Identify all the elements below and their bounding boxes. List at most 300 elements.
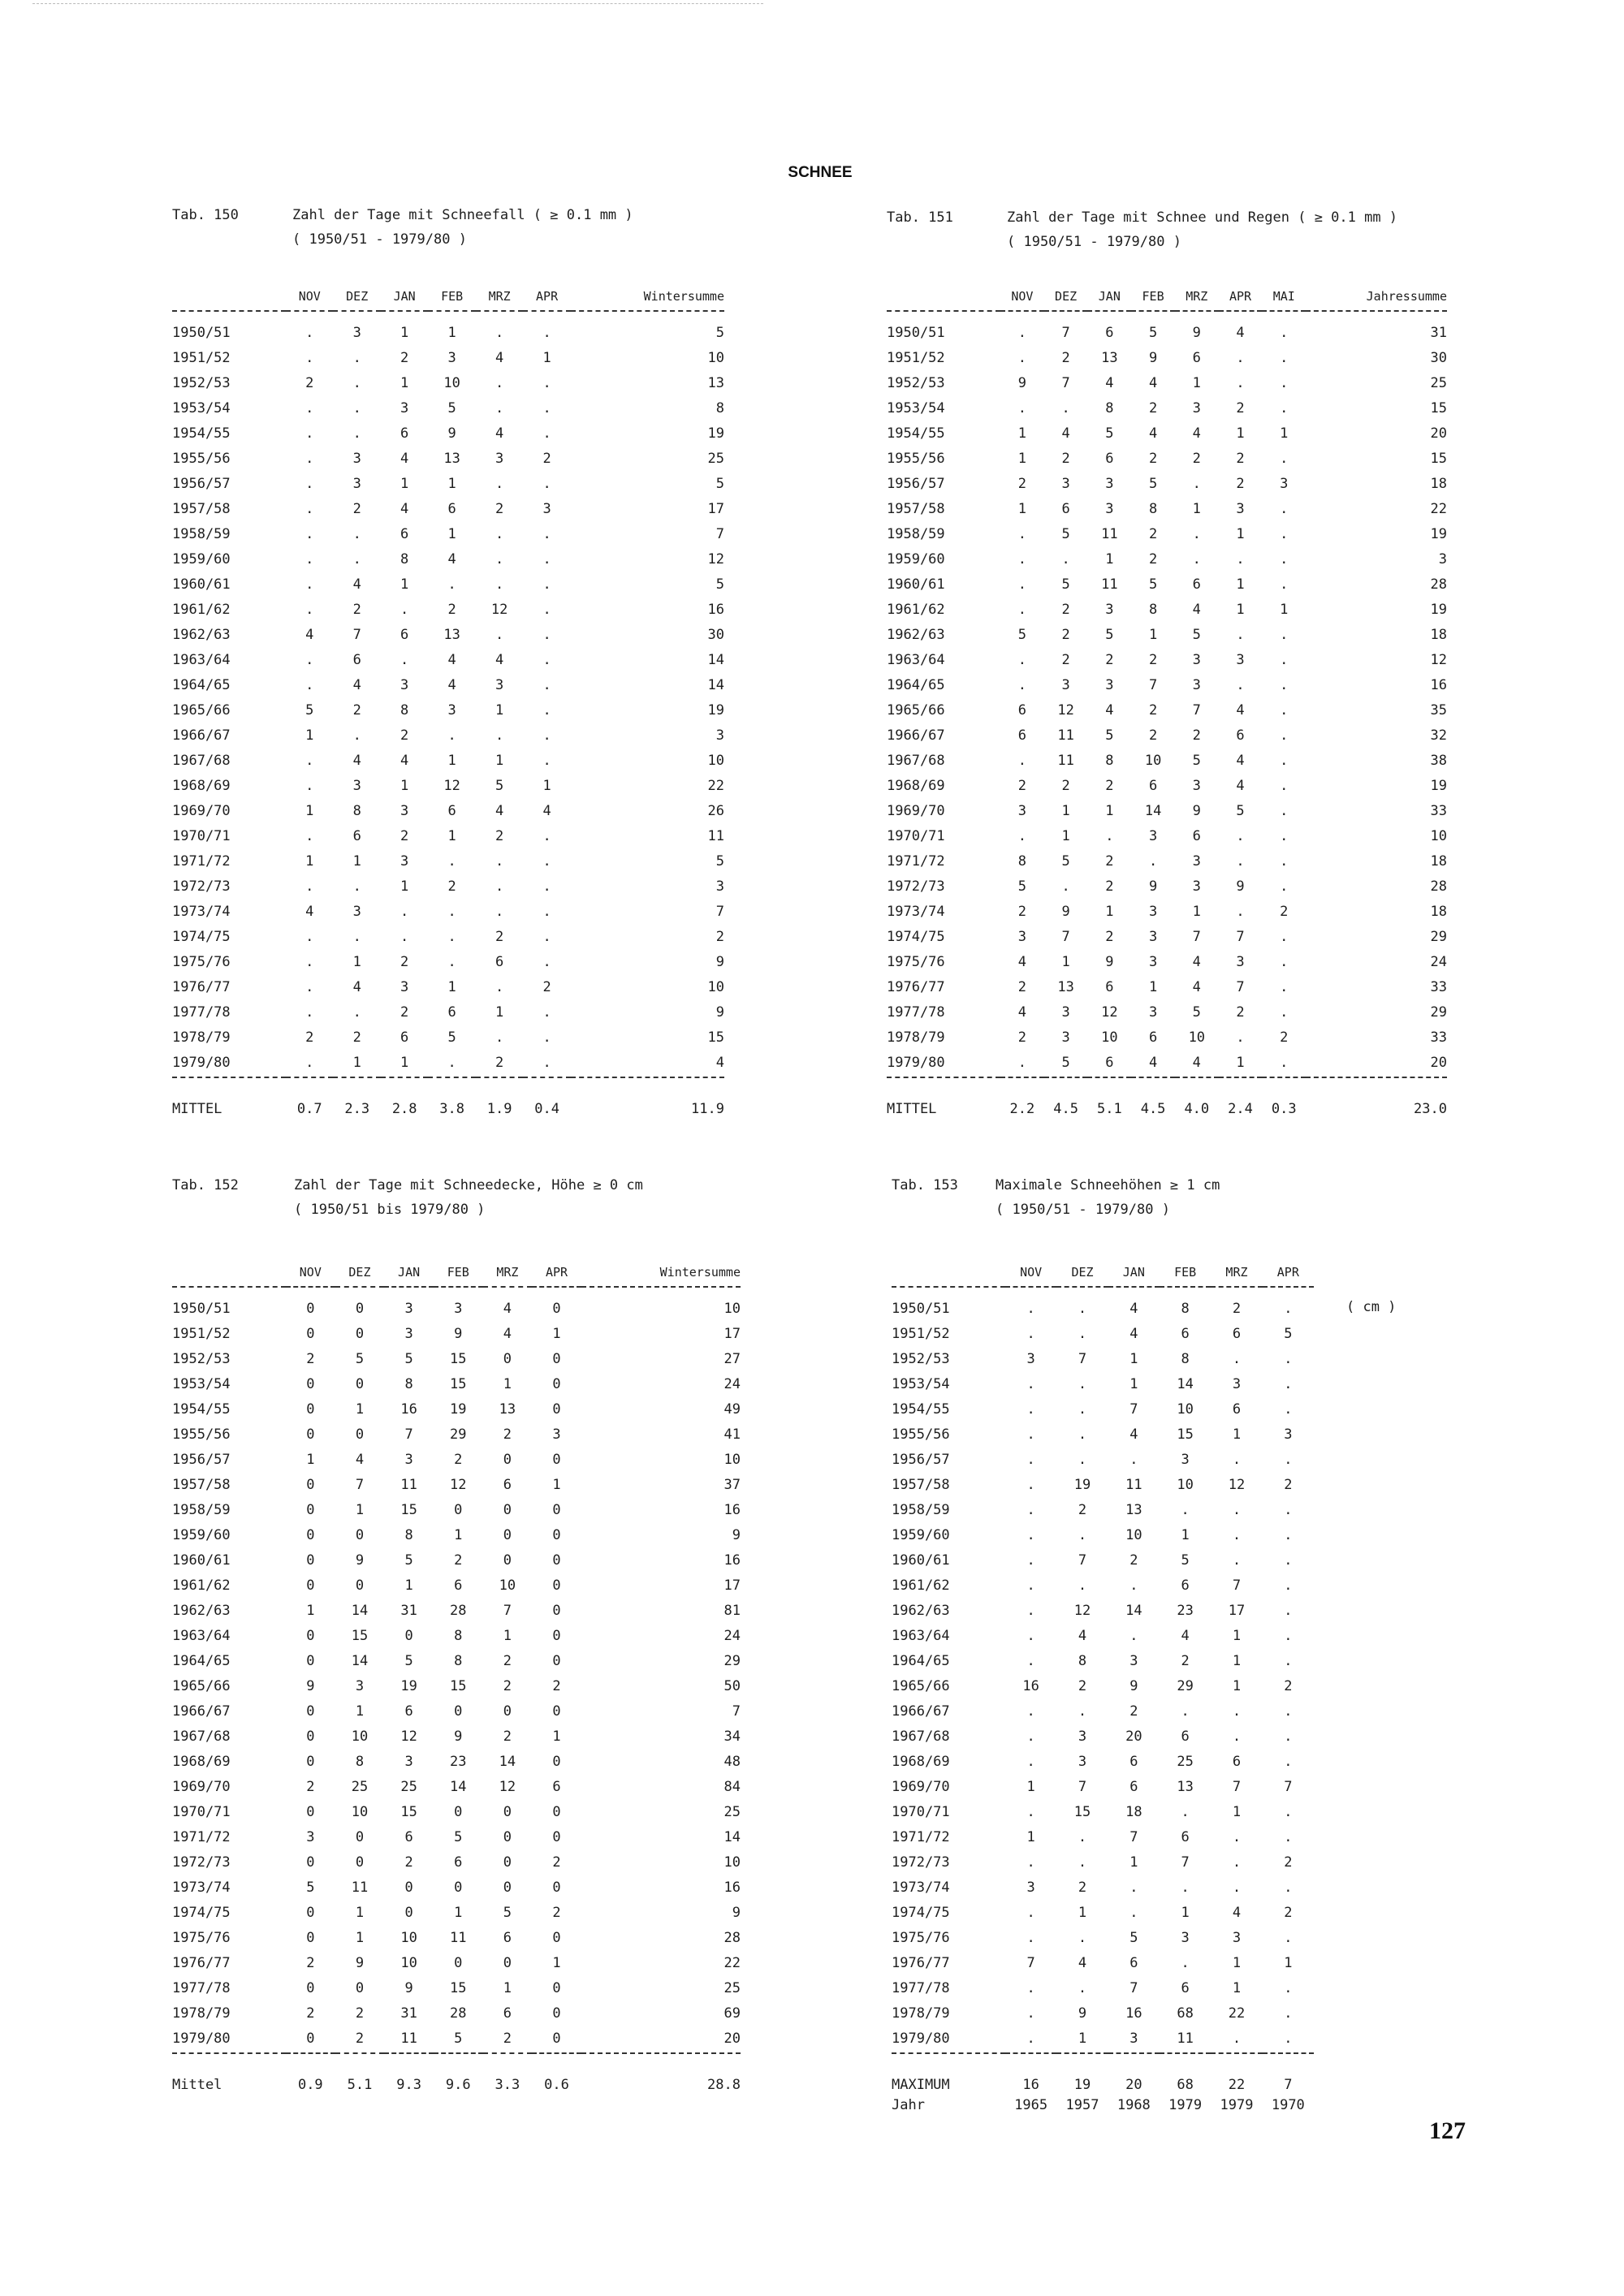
value-cell: 2: [1148, 550, 1158, 568]
value-cell: 2: [1105, 777, 1114, 794]
value-cell: 3: [352, 324, 361, 341]
table-row: [172, 1875, 741, 1900]
value-cell: 1: [404, 1577, 413, 1594]
value-cell: .: [495, 1029, 504, 1046]
table-row: [887, 924, 1447, 949]
value-cell: 1: [306, 1602, 315, 1619]
value-cell: 1: [503, 1627, 512, 1644]
value-cell: 4: [1061, 425, 1070, 442]
summary-value: 23.0: [1414, 1101, 1447, 1117]
value-cell: 2: [495, 928, 504, 945]
season-cell: 1961/62: [892, 1577, 950, 1594]
value-cell: 2: [1148, 450, 1158, 467]
season-cell: 1953/54: [892, 1375, 950, 1392]
table-row: [887, 572, 1447, 597]
value-cell: .: [1026, 1577, 1035, 1594]
value-cell: 3: [1236, 500, 1245, 517]
value-cell: 0: [355, 1854, 365, 1871]
season-cell: 1957/58: [172, 500, 231, 517]
season-cell: 1972/73: [887, 878, 945, 895]
value-cell: 5: [305, 701, 314, 719]
value-cell: 2: [1061, 626, 1070, 643]
value-cell: 18: [1125, 1803, 1142, 1820]
table-row: [892, 1472, 1314, 1497]
value-cell: .: [1280, 978, 1289, 995]
value-cell: .: [1280, 324, 1289, 341]
value-cell: 1: [305, 802, 314, 819]
season-cell: 1962/63: [172, 1602, 231, 1619]
value-cell: 5: [454, 1828, 463, 1845]
value-cell: 8: [1017, 852, 1026, 870]
value-cell: .: [1061, 399, 1070, 416]
value-cell: 1: [1181, 1526, 1190, 1543]
season-cell: 1958/59: [172, 525, 231, 542]
value-cell: 9: [1148, 878, 1158, 895]
value-cell: 18: [1430, 903, 1447, 920]
value-cell: 4: [352, 752, 361, 769]
season-cell: 1954/55: [172, 425, 231, 442]
value-cell: 1: [352, 953, 361, 970]
table-row: [887, 823, 1447, 848]
value-cell: 5: [1192, 1003, 1201, 1021]
value-cell: 3: [306, 1828, 315, 1845]
value-cell: 1: [1129, 1375, 1138, 1392]
value-cell: .: [542, 827, 551, 844]
column-header: JAN: [384, 1258, 434, 1287]
value-cell: 6: [1181, 1577, 1190, 1594]
value-cell: 1: [1192, 374, 1201, 391]
value-cell: 81: [723, 1602, 741, 1619]
value-cell: 5: [1061, 576, 1070, 593]
value-cell: 4: [447, 676, 456, 693]
value-cell: 4: [447, 550, 456, 568]
value-cell: 7: [715, 525, 724, 542]
season-cell: 1963/64: [172, 1627, 231, 1644]
value-cell: 15: [351, 1627, 369, 1644]
value-cell: 12: [490, 601, 508, 618]
column-header: Wintersumme: [571, 283, 724, 311]
value-cell: 8: [454, 1627, 463, 1644]
value-cell: 4: [1129, 1300, 1138, 1317]
value-cell: .: [1017, 601, 1026, 618]
table-row: [172, 1050, 724, 1077]
value-cell: 1: [1232, 1627, 1242, 1644]
value-cell: 2: [1148, 651, 1158, 668]
summary-value: 0.7: [296, 1101, 322, 1117]
table-title: Maximale Schneehöhen ≥ 1 cm: [996, 1177, 1220, 1193]
value-cell: 6: [1192, 576, 1201, 593]
value-cell: 1: [1232, 1426, 1242, 1443]
summary-value: 28.8: [707, 2077, 741, 2093]
value-cell: 3: [352, 450, 361, 467]
column-header: [887, 283, 1000, 311]
value-cell: 1: [333, 1050, 380, 1077]
value-cell: 6: [447, 500, 456, 517]
value-cell: 0: [404, 1904, 413, 1921]
value-cell: .: [542, 701, 551, 719]
table-row: [892, 1900, 1314, 1925]
season-cell: 1960/61: [172, 576, 231, 593]
season-cell: 1961/62: [887, 601, 945, 618]
value-cell: 14: [1177, 1375, 1194, 1392]
value-cell: .: [1017, 752, 1026, 769]
value-cell: 3: [1148, 903, 1158, 920]
value-cell: 2: [1017, 777, 1026, 794]
season-cell: 1971/72: [172, 1828, 231, 1845]
value-cell: 9: [732, 1526, 741, 1543]
value-cell: 10: [499, 1577, 516, 1594]
value-cell: 4: [1192, 425, 1201, 442]
value-cell: 6: [1181, 1325, 1190, 1342]
value-cell: 6: [1192, 349, 1201, 366]
value-cell: .: [495, 550, 504, 568]
value-cell: 12: [1073, 1602, 1091, 1619]
season-cell: 1960/61: [887, 576, 945, 593]
value-cell: 2: [503, 1677, 512, 1694]
value-cell: 49: [723, 1400, 741, 1418]
value-cell: 3: [1061, 676, 1070, 693]
value-cell: 1: [454, 1526, 463, 1543]
value-cell: 4: [571, 1050, 724, 1077]
value-cell: 14: [707, 676, 724, 693]
value-cell: 19: [1073, 1476, 1091, 1493]
column-header: DEZ: [335, 1258, 385, 1287]
value-cell: .: [542, 1003, 551, 1021]
column-header: MRZ: [483, 1258, 533, 1287]
value-cell: 1: [447, 827, 456, 844]
value-cell: 20: [1306, 1050, 1447, 1077]
value-cell: .: [1061, 878, 1070, 895]
value-cell: .: [1236, 349, 1245, 366]
value-cell: 0: [503, 1552, 512, 1569]
value-cell: 2: [306, 1778, 315, 1795]
value-cell: 7: [1129, 1400, 1138, 1418]
value-cell: 8: [1148, 500, 1158, 517]
column-header: Jahressumme: [1306, 283, 1447, 311]
value-cell: 3: [400, 978, 409, 995]
value-cell: 3: [400, 802, 409, 819]
value-cell: 11: [450, 1929, 467, 1946]
value-cell: 1: [1236, 425, 1245, 442]
value-cell: 20: [581, 2026, 741, 2053]
value-cell: 1: [542, 349, 551, 366]
value-cell: 17: [723, 1325, 741, 1342]
value-cell: .: [1280, 701, 1289, 719]
value-cell: 1: [1236, 601, 1245, 618]
value-cell: 2: [1181, 1652, 1190, 1669]
value-cell: .: [1129, 1451, 1138, 1468]
value-cell: 17: [1228, 1602, 1246, 1619]
value-cell: 2: [1192, 727, 1201, 744]
value-cell: 7: [503, 1602, 512, 1619]
value-cell: 2: [1236, 399, 1245, 416]
value-cell: 3: [352, 903, 361, 920]
data-table: [172, 1258, 741, 2093]
value-cell: 6: [1087, 1050, 1131, 1077]
value-cell: 12: [1430, 651, 1447, 668]
value-cell: .: [1017, 399, 1026, 416]
value-cell: .: [1026, 1753, 1035, 1770]
table-row: [172, 1925, 741, 1950]
season-cell: 1956/57: [892, 1451, 950, 1468]
value-cell: 25: [1177, 1753, 1194, 1770]
value-cell: 3: [1148, 1003, 1158, 1021]
value-cell: .: [542, 676, 551, 693]
value-cell: .: [305, 576, 314, 593]
season-cell: 1951/52: [887, 349, 945, 366]
table-row: [887, 1025, 1447, 1050]
value-cell: 4: [1017, 953, 1026, 970]
table-number: Tab. 151: [887, 209, 953, 226]
value-cell: .: [1078, 1426, 1087, 1443]
column-header: [892, 1258, 1005, 1287]
value-cell: 4: [1105, 374, 1114, 391]
value-cell: 3: [1181, 1929, 1190, 1946]
value-cell: 4: [542, 802, 551, 819]
value-cell: 5: [1192, 752, 1201, 769]
value-cell: 0: [552, 1627, 561, 1644]
table-row: [887, 622, 1447, 647]
season-cell: 1979/80: [172, 2026, 286, 2053]
value-cell: .: [352, 525, 361, 542]
value-cell: 2: [1236, 475, 1245, 492]
summary-value: 4.5: [1053, 1101, 1078, 1117]
value-cell: .: [1026, 1526, 1035, 1543]
value-cell: 16: [400, 1400, 417, 1418]
value-cell: .: [1129, 1627, 1138, 1644]
season-cell: 1972/73: [892, 1854, 950, 1871]
value-cell: 4: [447, 651, 456, 668]
value-cell: 3: [355, 1677, 365, 1694]
value-cell: 3: [1105, 601, 1114, 618]
season-cell: 1973/74: [892, 1879, 950, 1896]
value-cell: 1: [1017, 450, 1026, 467]
value-cell: 2: [476, 1050, 523, 1077]
value-cell: 2: [1129, 1703, 1138, 1720]
value-cell: 6: [503, 1476, 512, 1493]
column-header: MRZ: [1175, 283, 1219, 311]
value-cell: 4: [1131, 1050, 1175, 1077]
value-cell: 4: [305, 626, 314, 643]
season-cell: 1968/69: [172, 777, 231, 794]
column-header: MRZ: [1211, 1258, 1262, 1287]
season-cell: 1957/58: [887, 500, 945, 517]
value-cell: 1: [1105, 550, 1114, 568]
value-cell: 3: [1129, 1652, 1138, 1669]
value-cell: 3: [1026, 1879, 1035, 1896]
table-number: Tab. 153: [892, 1177, 958, 1193]
value-cell: 4: [1129, 1426, 1138, 1443]
table-row: [887, 1050, 1447, 1077]
value-cell: 1: [1078, 1904, 1087, 1921]
value-cell: .: [352, 399, 361, 416]
season-cell: 1954/55: [172, 1400, 231, 1418]
season-cell: 1968/69: [887, 777, 945, 794]
season-cell: 1962/63: [892, 1602, 950, 1619]
season-cell: 1976/77: [172, 978, 231, 995]
table-row: [892, 1497, 1314, 1522]
value-cell: 0: [355, 1300, 365, 1317]
value-cell: 3: [1108, 2026, 1160, 2053]
column-header: FEB: [434, 1258, 483, 1287]
value-cell: 6: [454, 1577, 463, 1594]
table-row: [887, 874, 1447, 899]
value-cell: .: [352, 374, 361, 391]
value-cell: .: [1017, 676, 1026, 693]
value-cell: .: [1284, 1552, 1293, 1569]
table-row: [172, 1497, 741, 1522]
value-cell: .: [1026, 1476, 1035, 1493]
value-cell: 7: [1061, 324, 1070, 341]
value-cell: 30: [1430, 349, 1447, 366]
value-cell: .: [542, 1029, 551, 1046]
value-cell: 3: [1078, 1753, 1087, 1770]
value-cell: 6: [1061, 500, 1070, 517]
value-cell: 4: [495, 425, 504, 442]
value-cell: 7: [1181, 1854, 1190, 1871]
table-row: [887, 999, 1447, 1025]
value-cell: 2: [503, 1652, 512, 1669]
table-row: [892, 1698, 1314, 1724]
value-cell: 0: [355, 1577, 365, 1594]
value-cell: 3: [1232, 1375, 1242, 1392]
value-cell: .: [1280, 777, 1289, 794]
value-cell: 23: [450, 1753, 467, 1770]
value-cell: .: [1017, 550, 1026, 568]
value-cell: 28: [1430, 878, 1447, 895]
season-cell: 1979/80: [892, 2026, 1005, 2053]
value-cell: 3: [1105, 676, 1114, 693]
value-cell: .: [1026, 1552, 1035, 1569]
season-cell: 1962/63: [887, 626, 945, 643]
value-cell: 4: [1148, 374, 1158, 391]
header-row: [172, 283, 724, 311]
value-cell: 15: [400, 1501, 417, 1518]
value-cell: 2: [1078, 1677, 1087, 1694]
table-row: [892, 1573, 1314, 1598]
season-cell: 1975/76: [172, 1929, 231, 1946]
value-cell: 10: [351, 1803, 369, 1820]
table-number: Tab. 152: [172, 1177, 239, 1193]
value-cell: 4: [1236, 324, 1245, 341]
value-cell: .: [542, 525, 551, 542]
value-cell: 8: [400, 550, 409, 568]
value-cell: 5: [355, 1350, 365, 1367]
summary-value: 1979: [1168, 2097, 1203, 2113]
table-row: [887, 672, 1447, 697]
table-row: [172, 2026, 741, 2053]
value-cell: 3: [1192, 852, 1201, 870]
value-cell: 1: [447, 525, 456, 542]
value-cell: 2: [1284, 1476, 1293, 1493]
value-cell: 5: [1105, 425, 1114, 442]
table-row: [172, 622, 724, 647]
value-cell: 2: [1105, 928, 1114, 945]
season-cell: 1950/51: [172, 324, 231, 341]
value-cell: 0: [306, 1375, 315, 1392]
value-cell: 7: [1236, 928, 1245, 945]
season-cell: 1951/52: [172, 1325, 231, 1342]
value-cell: 1: [503, 1979, 512, 1996]
value-cell: 13: [499, 1400, 516, 1418]
table-row: [172, 647, 724, 672]
value-cell: 5: [1236, 802, 1245, 819]
value-cell: .: [542, 953, 551, 970]
table-row: [887, 496, 1447, 521]
value-cell: .: [1280, 752, 1289, 769]
season-cell: 1963/64: [172, 651, 231, 668]
value-cell: 2: [1129, 1552, 1138, 1569]
value-cell: 3: [1181, 1451, 1190, 1468]
value-cell: .: [1061, 550, 1070, 568]
value-cell: .: [1284, 1451, 1293, 1468]
value-cell: .: [1284, 1728, 1293, 1745]
value-cell: 2: [355, 2005, 365, 2022]
value-cell: .: [542, 576, 551, 593]
value-cell: .: [447, 576, 456, 593]
value-cell: .: [447, 953, 456, 970]
value-cell: 2: [1017, 978, 1026, 995]
value-cell: .: [1263, 2026, 1314, 2053]
value-cell: .: [542, 903, 551, 920]
value-cell: 1: [552, 1954, 561, 1971]
value-cell: 2: [495, 500, 504, 517]
season-cell: 1973/74: [172, 903, 231, 920]
value-cell: .: [495, 626, 504, 643]
value-cell: 2: [1017, 903, 1026, 920]
value-cell: 6: [1148, 777, 1158, 794]
table-row: [887, 773, 1447, 798]
value-cell: 1: [1280, 425, 1289, 442]
table-row: [172, 1321, 741, 1346]
value-cell: 1: [447, 324, 456, 341]
value-cell: .: [352, 878, 361, 895]
value-cell: 0: [552, 1828, 561, 1845]
column-header: JAN: [1108, 1258, 1160, 1287]
season-cell: 1963/64: [887, 651, 945, 668]
value-cell: .: [1232, 1451, 1242, 1468]
value-cell: 29: [1177, 1677, 1194, 1694]
page-header: SCHNEE: [788, 164, 853, 181]
value-cell: .: [542, 651, 551, 668]
value-cell: 1: [1148, 626, 1158, 643]
value-cell: 2: [305, 374, 314, 391]
value-cell: 3: [1148, 928, 1158, 945]
table-row: [172, 1849, 741, 1875]
value-cell: 3: [1026, 1350, 1035, 1367]
value-cell: 1: [447, 978, 456, 995]
value-cell: .: [305, 878, 314, 895]
value-cell: 0: [306, 1325, 315, 1342]
value-cell: 5: [1061, 852, 1070, 870]
season-cell: 1970/71: [892, 1803, 950, 1820]
summary-value: 3.8: [439, 1101, 464, 1117]
value-cell: 26: [707, 802, 724, 819]
value-cell: 0: [306, 1476, 315, 1493]
summary-value: 1.9: [486, 1101, 512, 1117]
value-cell: 12: [450, 1476, 467, 1493]
season-cell: 1952/53: [172, 374, 231, 391]
value-cell: .: [495, 374, 504, 391]
table-row: [892, 2026, 1314, 2053]
season-cell: 1962/63: [172, 626, 231, 643]
value-cell: .: [447, 727, 456, 744]
value-cell: 11: [384, 2026, 434, 2053]
season-cell: 1956/57: [172, 475, 231, 492]
value-cell: 0: [552, 1451, 561, 1468]
value-cell: 5: [715, 576, 724, 593]
value-cell: .: [305, 928, 314, 945]
